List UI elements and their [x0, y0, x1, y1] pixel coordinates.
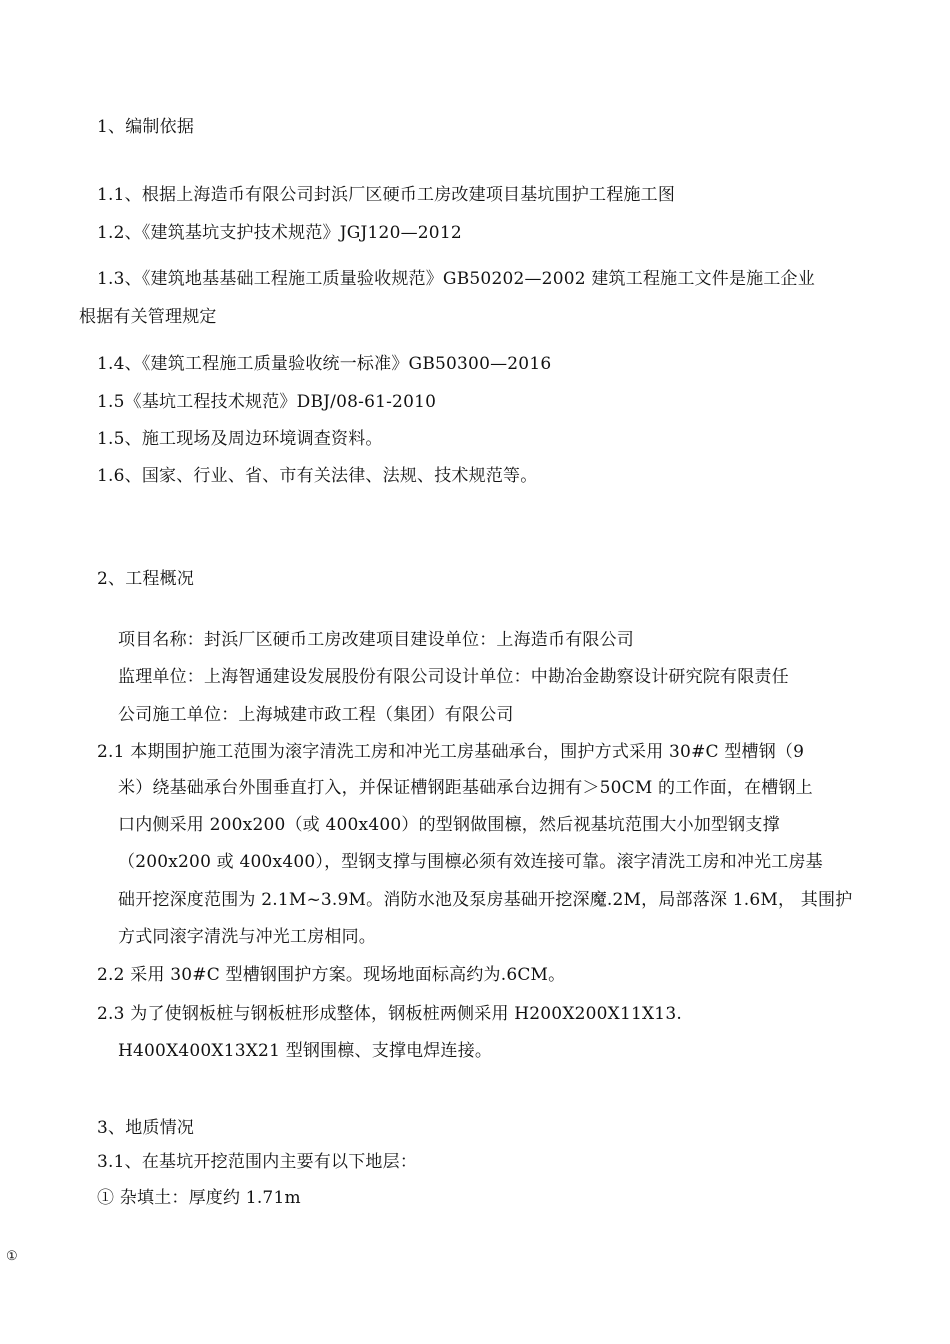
section2-heading: 2、工程概况 [97, 569, 195, 589]
overview-line: 米）绕基础承台外围垂直打入，并保证槽钢距基础承台边拥有＞50CM 的工作面，在槽钢上 [118, 778, 813, 798]
overview-line: （200x200 或 400x400），型钢支撑与围檩必须有效连接可靠。滚字清洗工房和冲光工房基 [118, 852, 823, 872]
basis-item-continued: 根据有关管理规定 [79, 307, 217, 327]
basis-item: 1.5、施工现场及周边环境调查资料。 [97, 429, 383, 449]
basis-item: 1.6、国家、行业、省、市有关法律、法规、技术规范等。 [97, 466, 538, 486]
overview-line: 2.1 本期围护施工范围为滚字清洗工房和冲光工房基础承台，围护方式采用 30#C 型槽钢（9 [97, 742, 805, 762]
overview-line: H400X400X13X21 型钢围檩、支撑电焊连接。 [118, 1041, 493, 1061]
section1-heading: 1、编制依据 [97, 117, 195, 137]
basis-item: 1.2、《建筑基坑支护技术规范》JGJ120—2012 [97, 223, 462, 243]
overview-line: 方式同滚字清洗与冲光工房相同。 [118, 927, 376, 947]
overview-line: 2.3 为了使钢板桩与钢板桩形成整体，钢板桩两侧采用 H200X200X11X13. [97, 1004, 682, 1024]
basis-item: 1.4、《建筑工程施工质量验收统一标准》GB50300—2016 [97, 354, 552, 374]
basis-item: 1.3、《建筑地基基础工程施工质量验收规范》GB50202—2002 建筑工程施工文件是施工企业 [97, 269, 815, 289]
overview-line: 础开挖深度范围为 2.1M~3.9M。消防水池及泵房基础开挖深魔.2M，局部落深 1.6M， 其围护 [118, 890, 853, 910]
basis-item: 1.1、根据上海造币有限公司封浜厂区硬币工房改建项目基坑围护工程施工图 [97, 185, 676, 205]
overview-line: 2.2 采用 30#C 型槽钢围护方案。现场地面标高约为.6CM。 [97, 965, 566, 985]
footnote-marker: ① [6, 1249, 18, 1264]
section3-heading: 3、地质情况 [97, 1118, 195, 1138]
overview-line: 口内侧采用 200x200（或 400x400）的型钢做围檩，然后视基坑范围大小加型钢支撑 [118, 815, 780, 835]
overview-line: 监理单位：上海智通建设发展股份有限公司设计单位：中勘冶金勘察设计研究院有限责任 [118, 667, 789, 687]
geology-line: ① 杂填土：厚度约 1.71m [97, 1188, 301, 1208]
overview-line: 项目名称：封浜厂区硬币工房改建项目建设单位：上海造币有限公司 [118, 630, 634, 650]
geology-line: 3.1、在基坑开挖范围内主要有以下地层： [97, 1152, 418, 1172]
overview-line: 公司施工单位：上海城建市政工程（集团）有限公司 [118, 705, 514, 725]
basis-item: 1.5《基坑工程技术规范》DBJ/08-61-2010 [97, 392, 437, 412]
